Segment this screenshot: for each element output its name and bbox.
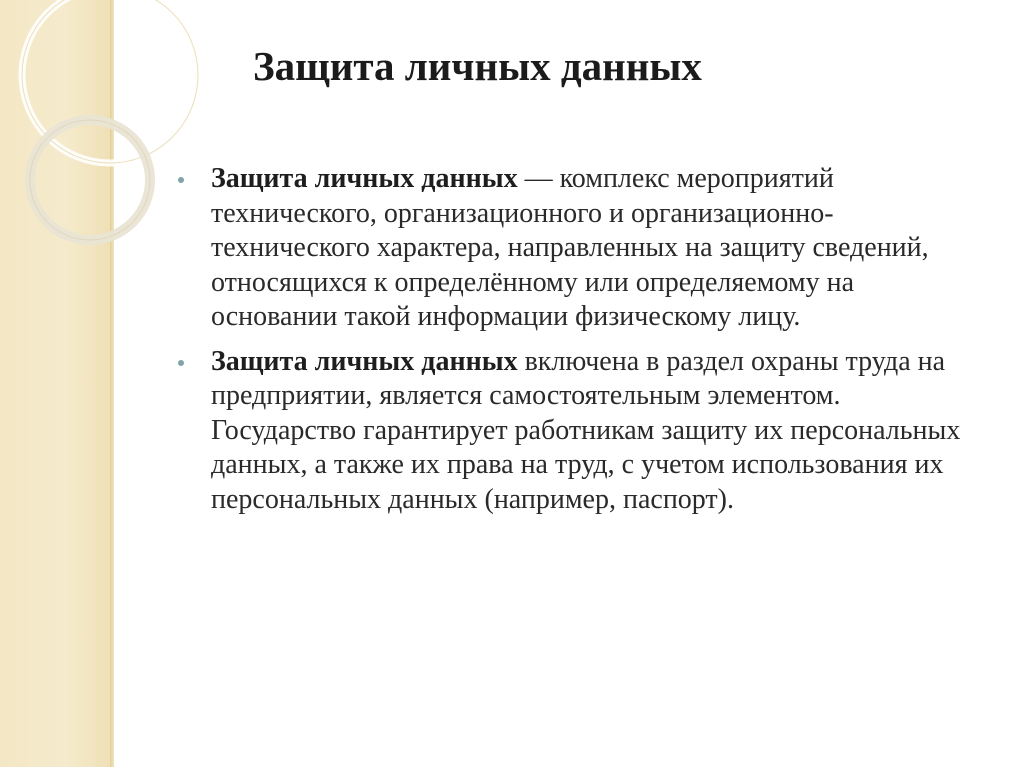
bullet-icon: [178, 177, 184, 183]
bullet-text: включена в раздел охраны труда на предприятии, является самостоятельным элементом. Государство гарантирует работникам защиту их персональных данных, а также их права на труд, с учетом использования их персональных данных (например, паспорт).: [211, 345, 961, 515]
bullet-list: [178, 162, 978, 527]
bullet-item: [178, 345, 978, 518]
bullet-item: [178, 162, 978, 335]
bullet-term: Защита личных данных: [211, 345, 518, 377]
bullet-text: — комплекс мероприятий технического, организационного и организационно-технического характера, направленных на защиту сведений, относящихся к определённому или определяемому на основании такой информации физическому лицу.: [211, 163, 929, 332]
bullet-icon: [178, 360, 184, 366]
slide-title: Защита личных данных: [253, 43, 702, 89]
bullet-term: Защита личных данных: [211, 163, 518, 194]
